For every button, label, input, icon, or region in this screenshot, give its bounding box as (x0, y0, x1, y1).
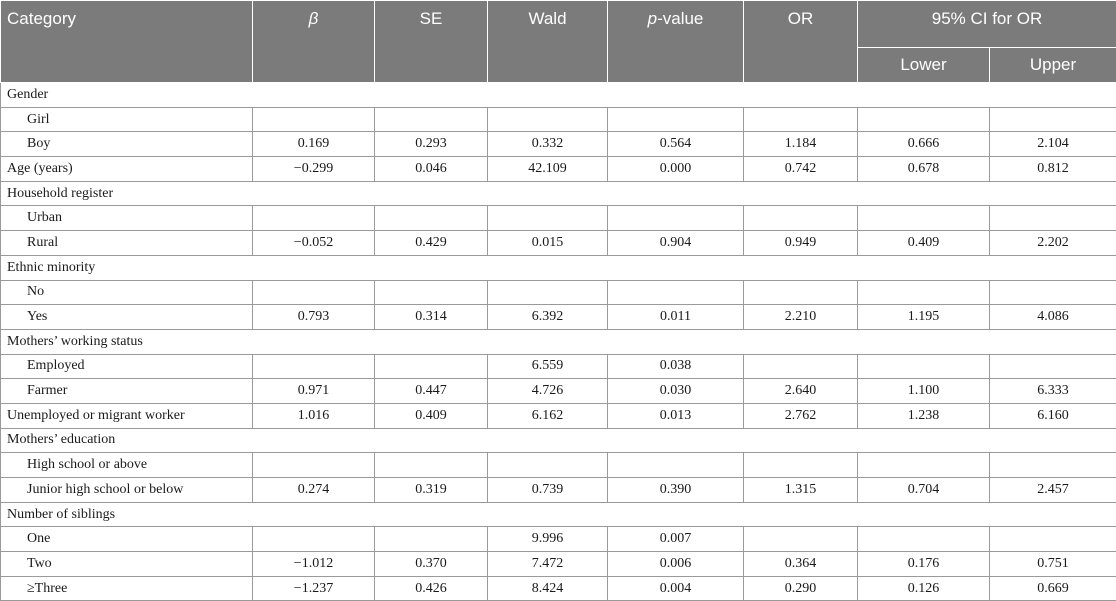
p-value-cell (608, 107, 744, 132)
or-cell: 1.184 (744, 132, 858, 157)
table-row (1, 280, 1116, 305)
or-cell: 1.315 (744, 478, 858, 503)
beta-cell: 0.274 (253, 478, 375, 503)
ci-lower-cell (858, 354, 990, 379)
header-p-suffix: -value (657, 9, 703, 28)
ci-upper-cell: 2.104 (990, 132, 1116, 157)
or-cell (744, 527, 858, 552)
wald-cell: 6.559 (488, 354, 608, 379)
row-label: Junior high school or below (1, 478, 253, 503)
table-group-row (1, 502, 1116, 527)
ci-upper-cell: 2.202 (990, 231, 1116, 256)
beta-cell: 0.793 (253, 305, 375, 330)
wald-cell: 4.726 (488, 379, 608, 404)
p-value-cell: 0.390 (608, 478, 744, 503)
header-or: OR (744, 1, 858, 83)
wald-cell: 0.015 (488, 231, 608, 256)
se-cell (375, 453, 488, 478)
table-row (1, 132, 1116, 157)
table-row (1, 453, 1116, 478)
group-label: Mothers’ education (1, 428, 1116, 453)
beta-cell: 1.016 (253, 403, 375, 428)
table-row (1, 231, 1116, 256)
table-row (1, 403, 1116, 428)
header-beta (253, 1, 375, 83)
se-cell: 0.447 (375, 379, 488, 404)
header-lower: Lower (858, 47, 990, 82)
header-ci: 95% CI for OR (858, 1, 1116, 48)
p-value-cell: 0.011 (608, 305, 744, 330)
row-label: Urban (1, 206, 253, 231)
table-group-row (1, 83, 1116, 108)
or-cell: 2.210 (744, 305, 858, 330)
group-label: Number of siblings (1, 502, 1116, 527)
beta-cell (253, 280, 375, 305)
beta-cell (253, 107, 375, 132)
wald-cell (488, 206, 608, 231)
ci-lower-cell (858, 107, 990, 132)
row-label: Yes (1, 305, 253, 330)
ci-upper-cell (990, 354, 1116, 379)
wald-cell (488, 453, 608, 478)
beta-cell: −1.012 (253, 552, 375, 577)
table-row (1, 576, 1116, 601)
ci-lower-cell: 0.678 (858, 157, 990, 182)
ci-lower-cell (858, 527, 990, 552)
se-cell: 0.426 (375, 576, 488, 601)
table-group-row (1, 428, 1116, 453)
ci-upper-cell: 0.669 (990, 576, 1116, 601)
p-value-cell: 0.006 (608, 552, 744, 577)
group-label: Gender (1, 83, 1116, 108)
ci-upper-cell: 2.457 (990, 478, 1116, 503)
p-value-cell: 0.007 (608, 527, 744, 552)
row-label: Employed (1, 354, 253, 379)
beta-cell: −0.299 (253, 157, 375, 182)
p-value-cell: 0.013 (608, 403, 744, 428)
ci-upper-cell: 0.751 (990, 552, 1116, 577)
row-label: One (1, 527, 253, 552)
ci-upper-cell: 6.160 (990, 403, 1116, 428)
wald-cell: 0.332 (488, 132, 608, 157)
p-value-cell (608, 206, 744, 231)
or-cell: 0.364 (744, 552, 858, 577)
or-cell (744, 206, 858, 231)
header-category: Category (1, 1, 253, 83)
se-cell (375, 280, 488, 305)
ci-lower-cell (858, 206, 990, 231)
or-cell (744, 453, 858, 478)
row-label: Farmer (1, 379, 253, 404)
row-label: Age (years) (1, 157, 253, 182)
or-cell (744, 280, 858, 305)
table-row (1, 107, 1116, 132)
se-cell: 0.046 (375, 157, 488, 182)
se-cell: 0.319 (375, 478, 488, 503)
se-cell: 0.314 (375, 305, 488, 330)
beta-cell: −1.237 (253, 576, 375, 601)
beta-cell: 0.169 (253, 132, 375, 157)
table-row (1, 478, 1116, 503)
or-cell: 0.290 (744, 576, 858, 601)
p-value-cell: 0.030 (608, 379, 744, 404)
wald-cell: 6.162 (488, 403, 608, 428)
table-row (1, 305, 1116, 330)
beta-cell: −0.052 (253, 231, 375, 256)
wald-cell: 9.996 (488, 527, 608, 552)
p-value-cell: 0.000 (608, 157, 744, 182)
row-label: Two (1, 552, 253, 577)
ci-upper-cell: 6.333 (990, 379, 1116, 404)
header-upper: Upper (990, 47, 1116, 82)
wald-cell: 0.739 (488, 478, 608, 503)
beta-cell (253, 354, 375, 379)
or-cell: 0.949 (744, 231, 858, 256)
p-value-cell: 0.564 (608, 132, 744, 157)
row-label: High school or above (1, 453, 253, 478)
ci-upper-cell (990, 527, 1116, 552)
row-label: ≥Three (1, 576, 253, 601)
p-value-cell: 0.904 (608, 231, 744, 256)
wald-cell (488, 280, 608, 305)
wald-cell (488, 107, 608, 132)
row-label: Rural (1, 231, 253, 256)
or-cell: 0.742 (744, 157, 858, 182)
group-label: Mothers’ working status (1, 329, 1116, 354)
se-cell (375, 354, 488, 379)
beta-cell: 0.971 (253, 379, 375, 404)
wald-cell: 42.109 (488, 157, 608, 182)
ci-lower-cell: 0.176 (858, 552, 990, 577)
header-p-italic: p (648, 9, 657, 28)
ci-lower-cell: 1.195 (858, 305, 990, 330)
beta-cell (253, 206, 375, 231)
header-p-value (608, 1, 744, 83)
header-wald: Wald (488, 1, 608, 83)
p-value-cell: 0.004 (608, 576, 744, 601)
ci-lower-cell: 0.126 (858, 576, 990, 601)
wald-cell: 7.472 (488, 552, 608, 577)
ci-upper-cell (990, 206, 1116, 231)
table-row (1, 552, 1116, 577)
table-header (1, 1, 1116, 83)
ci-lower-cell: 1.100 (858, 379, 990, 404)
beta-cell (253, 527, 375, 552)
ci-upper-cell (990, 107, 1116, 132)
se-cell (375, 527, 488, 552)
table-body (1, 83, 1116, 601)
wald-cell: 6.392 (488, 305, 608, 330)
or-cell: 2.762 (744, 403, 858, 428)
row-label: Boy (1, 132, 253, 157)
se-cell: 0.293 (375, 132, 488, 157)
ci-upper-cell (990, 453, 1116, 478)
row-label: Girl (1, 107, 253, 132)
ci-lower-cell: 0.409 (858, 231, 990, 256)
ci-upper-cell: 0.812 (990, 157, 1116, 182)
group-label: Household register (1, 181, 1116, 206)
table-row (1, 379, 1116, 404)
ci-lower-cell: 0.666 (858, 132, 990, 157)
row-label: Unemployed or migrant worker (1, 403, 253, 428)
header-beta-symbol: β (309, 9, 319, 28)
or-cell (744, 107, 858, 132)
se-cell: 0.429 (375, 231, 488, 256)
wald-cell: 8.424 (488, 576, 608, 601)
se-cell: 0.409 (375, 403, 488, 428)
p-value-cell (608, 453, 744, 478)
se-cell: 0.370 (375, 552, 488, 577)
table-row (1, 157, 1116, 182)
table-group-row (1, 181, 1116, 206)
ci-upper-cell (990, 280, 1116, 305)
ci-upper-cell: 4.086 (990, 305, 1116, 330)
p-value-cell: 0.038 (608, 354, 744, 379)
ci-lower-cell: 1.238 (858, 403, 990, 428)
table-row (1, 527, 1116, 552)
row-label: No (1, 280, 253, 305)
se-cell (375, 206, 488, 231)
header-se: SE (375, 1, 488, 83)
ci-lower-cell (858, 453, 990, 478)
or-cell (744, 354, 858, 379)
se-cell (375, 107, 488, 132)
ci-lower-cell: 0.704 (858, 478, 990, 503)
table-row (1, 206, 1116, 231)
table-row (1, 354, 1116, 379)
or-cell: 2.640 (744, 379, 858, 404)
table-group-row (1, 255, 1116, 280)
p-value-cell (608, 280, 744, 305)
group-label: Ethnic minority (1, 255, 1116, 280)
table-group-row (1, 329, 1116, 354)
ci-lower-cell (858, 280, 990, 305)
beta-cell (253, 453, 375, 478)
